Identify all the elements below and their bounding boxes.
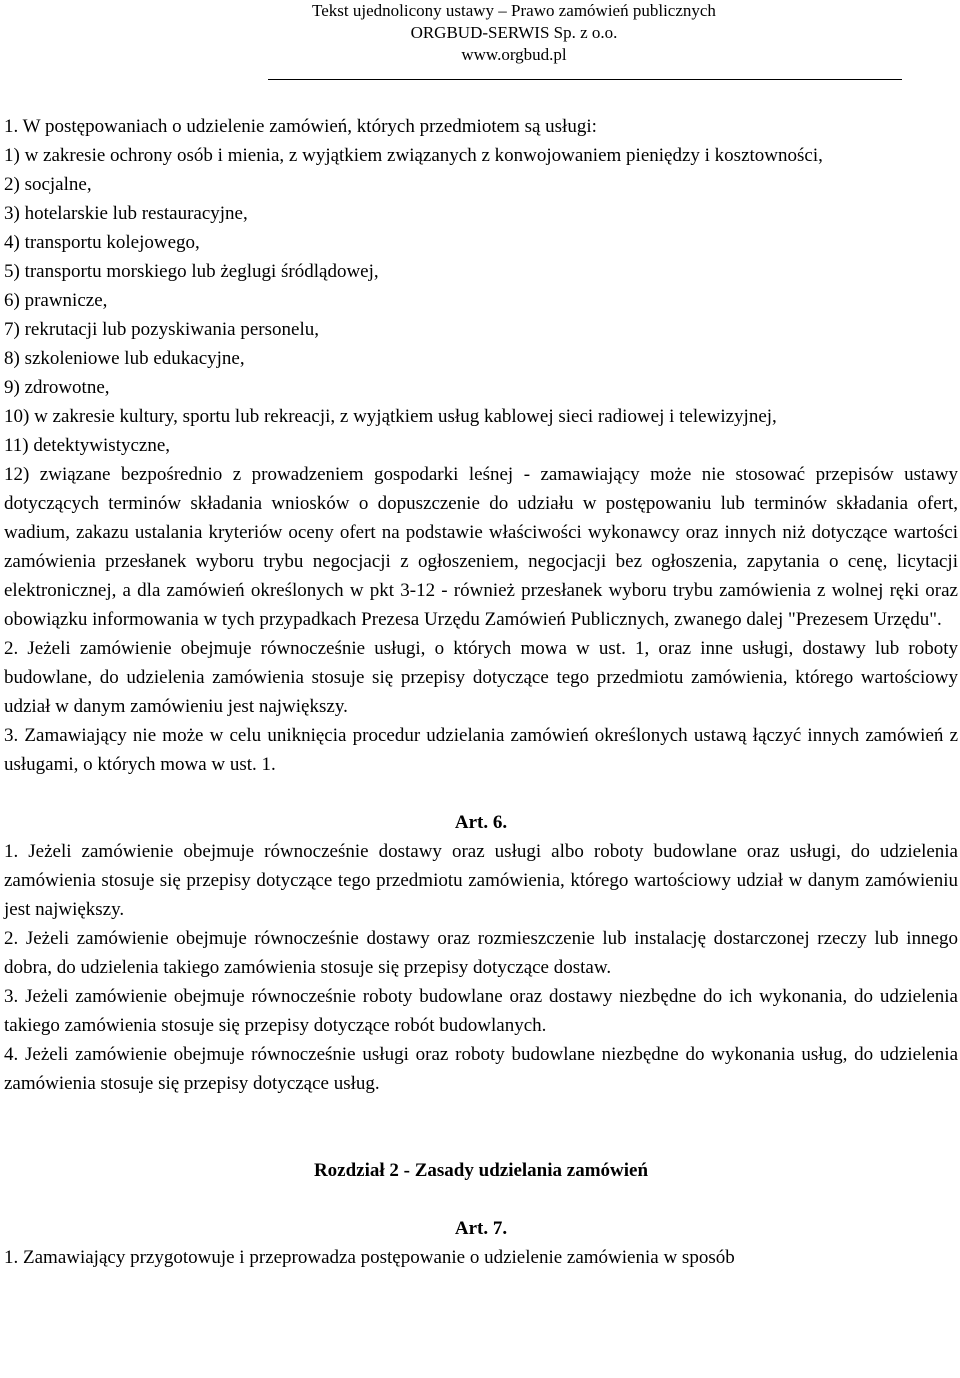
list-item: 4) transportu kolejowego, [4, 232, 200, 253]
paragraph: 2. Jeżeli zamówienie obejmuje równocześnie usługi, o których mowa w ust. 1, oraz inne usługi, dostawy lub roboty budowlane, do udzielenia zamówienia stosuje się przepisy dotyczące tego przedmiotu zamówienia, którego wartościowy udział w danym zamówieniu jest największy. [4, 638, 958, 717]
spacer [4, 1185, 958, 1214]
paragraph: 1. W postępowaniach o udzielenie zamówień, których przedmiotem są usługi: [4, 116, 597, 137]
header-title: Tekst ujednolicony ustawy – Prawo zamówień publicznych [312, 1, 716, 20]
list-item: 10) w zakresie kultury, sportu lub rekreacji, z wyjątkiem usług kablowej sieci radiowej i telewizyjnej, [4, 406, 777, 427]
list-item: 2) socjalne, [4, 174, 92, 195]
paragraph: 3. Zamawiający nie może w celu uniknięcia procedur udzielania zamówień określonych ustawą łączyć innych zamówień z usługami, o których mowa w ust. 1. [4, 725, 958, 775]
spacer [4, 1098, 958, 1156]
page-header [204, 0, 824, 66]
paragraph: 1. Zamawiający przygotowuje i przeprowadza postępowanie o udzielenie zamówienia w sposób [4, 1247, 735, 1268]
list-item: 11) detektywistyczne, [4, 435, 171, 456]
chapter-heading: Rozdział 2 - Zasady udzielania zamówień [313, 1160, 649, 1181]
list-item: 9) zdrowotne, [4, 377, 110, 398]
list-item: 12) związane bezpośrednio z prowadzeniem gospodarki leśnej - zamawiający może nie stosować przepisów ustawy dotyczących terminów składania wniosków o dopuszczenie do udziału w postępowaniu lub terminów składania ofert, wadium, zakazu ustalania kryteriów oceny ofert na podstawie właściwości wykonawcy oraz innych niż dotyczące wartości zamówienia przesłanek wyboru trybu negocjacji z ogłoszeniem, negocjacji bez ogłoszenia, zapytania o cenę, licytacji elektronicznej, a dla zamówień określonych w pkt 3-12 - również przesłanek wyboru trybu zamówienia z wolnej ręki oraz obowiązku informowania w tych przypadkach Prezesa Urzędu Zamówień Publicznych, zwanego dalej "Prezesem Urzędu". [4, 464, 958, 630]
article-heading: Art. 7. [454, 1218, 508, 1239]
list-item: 6) prawnicze, [4, 290, 108, 311]
document-body [4, 112, 958, 1272]
paragraph: 1. Jeżeli zamówienie obejmuje równocześnie dostawy oraz usługi albo roboty budowlane oraz usługi, do udzielenia zamówienia stosuje się przepisy dotyczące tego przedmiotu zamówienia, którego wartościowy udział w danym zamówieniu jest największy. [4, 841, 958, 920]
list-item: 5) transportu morskiego lub żeglugi śródlądowej, [4, 261, 379, 282]
list-item: 1) w zakresie ochrony osób i mienia, z wyjątkiem związanych z konwojowaniem pieniędzy i kosztowności, [4, 145, 823, 166]
list-item: 3) hotelarskie lub restauracyjne, [4, 203, 248, 224]
header-divider [268, 79, 902, 80]
header-company: ORGBUD-SERWIS Sp. z o.o. [410, 23, 618, 42]
paragraph: 4. Jeżeli zamówienie obejmuje równocześnie usługi oraz roboty budowlane niezbędne do wykonania usług, do udzielenia zamówienia stosuje się przepisy dotyczące usług. [4, 1044, 958, 1094]
list-item: 8) szkoleniowe lub edukacyjne, [4, 348, 245, 369]
article-heading: Art. 6. [454, 812, 508, 833]
paragraph: 2. Jeżeli zamówienie obejmuje równocześnie dostawy oraz rozmieszczenie lub instalację dostarczonej rzeczy lub innego dobra, do udzielenia takiego zamówienia stosuje się przepisy dotyczące dostaw. [4, 928, 958, 978]
header-website: www.orgbud.pl [461, 45, 567, 64]
paragraph: 3. Jeżeli zamówienie obejmuje równocześnie roboty budowlane oraz dostawy niezbędne do ich wykonania, do udzielenia takiego zamówienia stosuje się przepisy dotyczące robót budowlanych. [4, 986, 958, 1036]
spacer [4, 779, 958, 808]
list-item: 7) rekrutacji lub pozyskiwania personelu, [4, 319, 319, 340]
